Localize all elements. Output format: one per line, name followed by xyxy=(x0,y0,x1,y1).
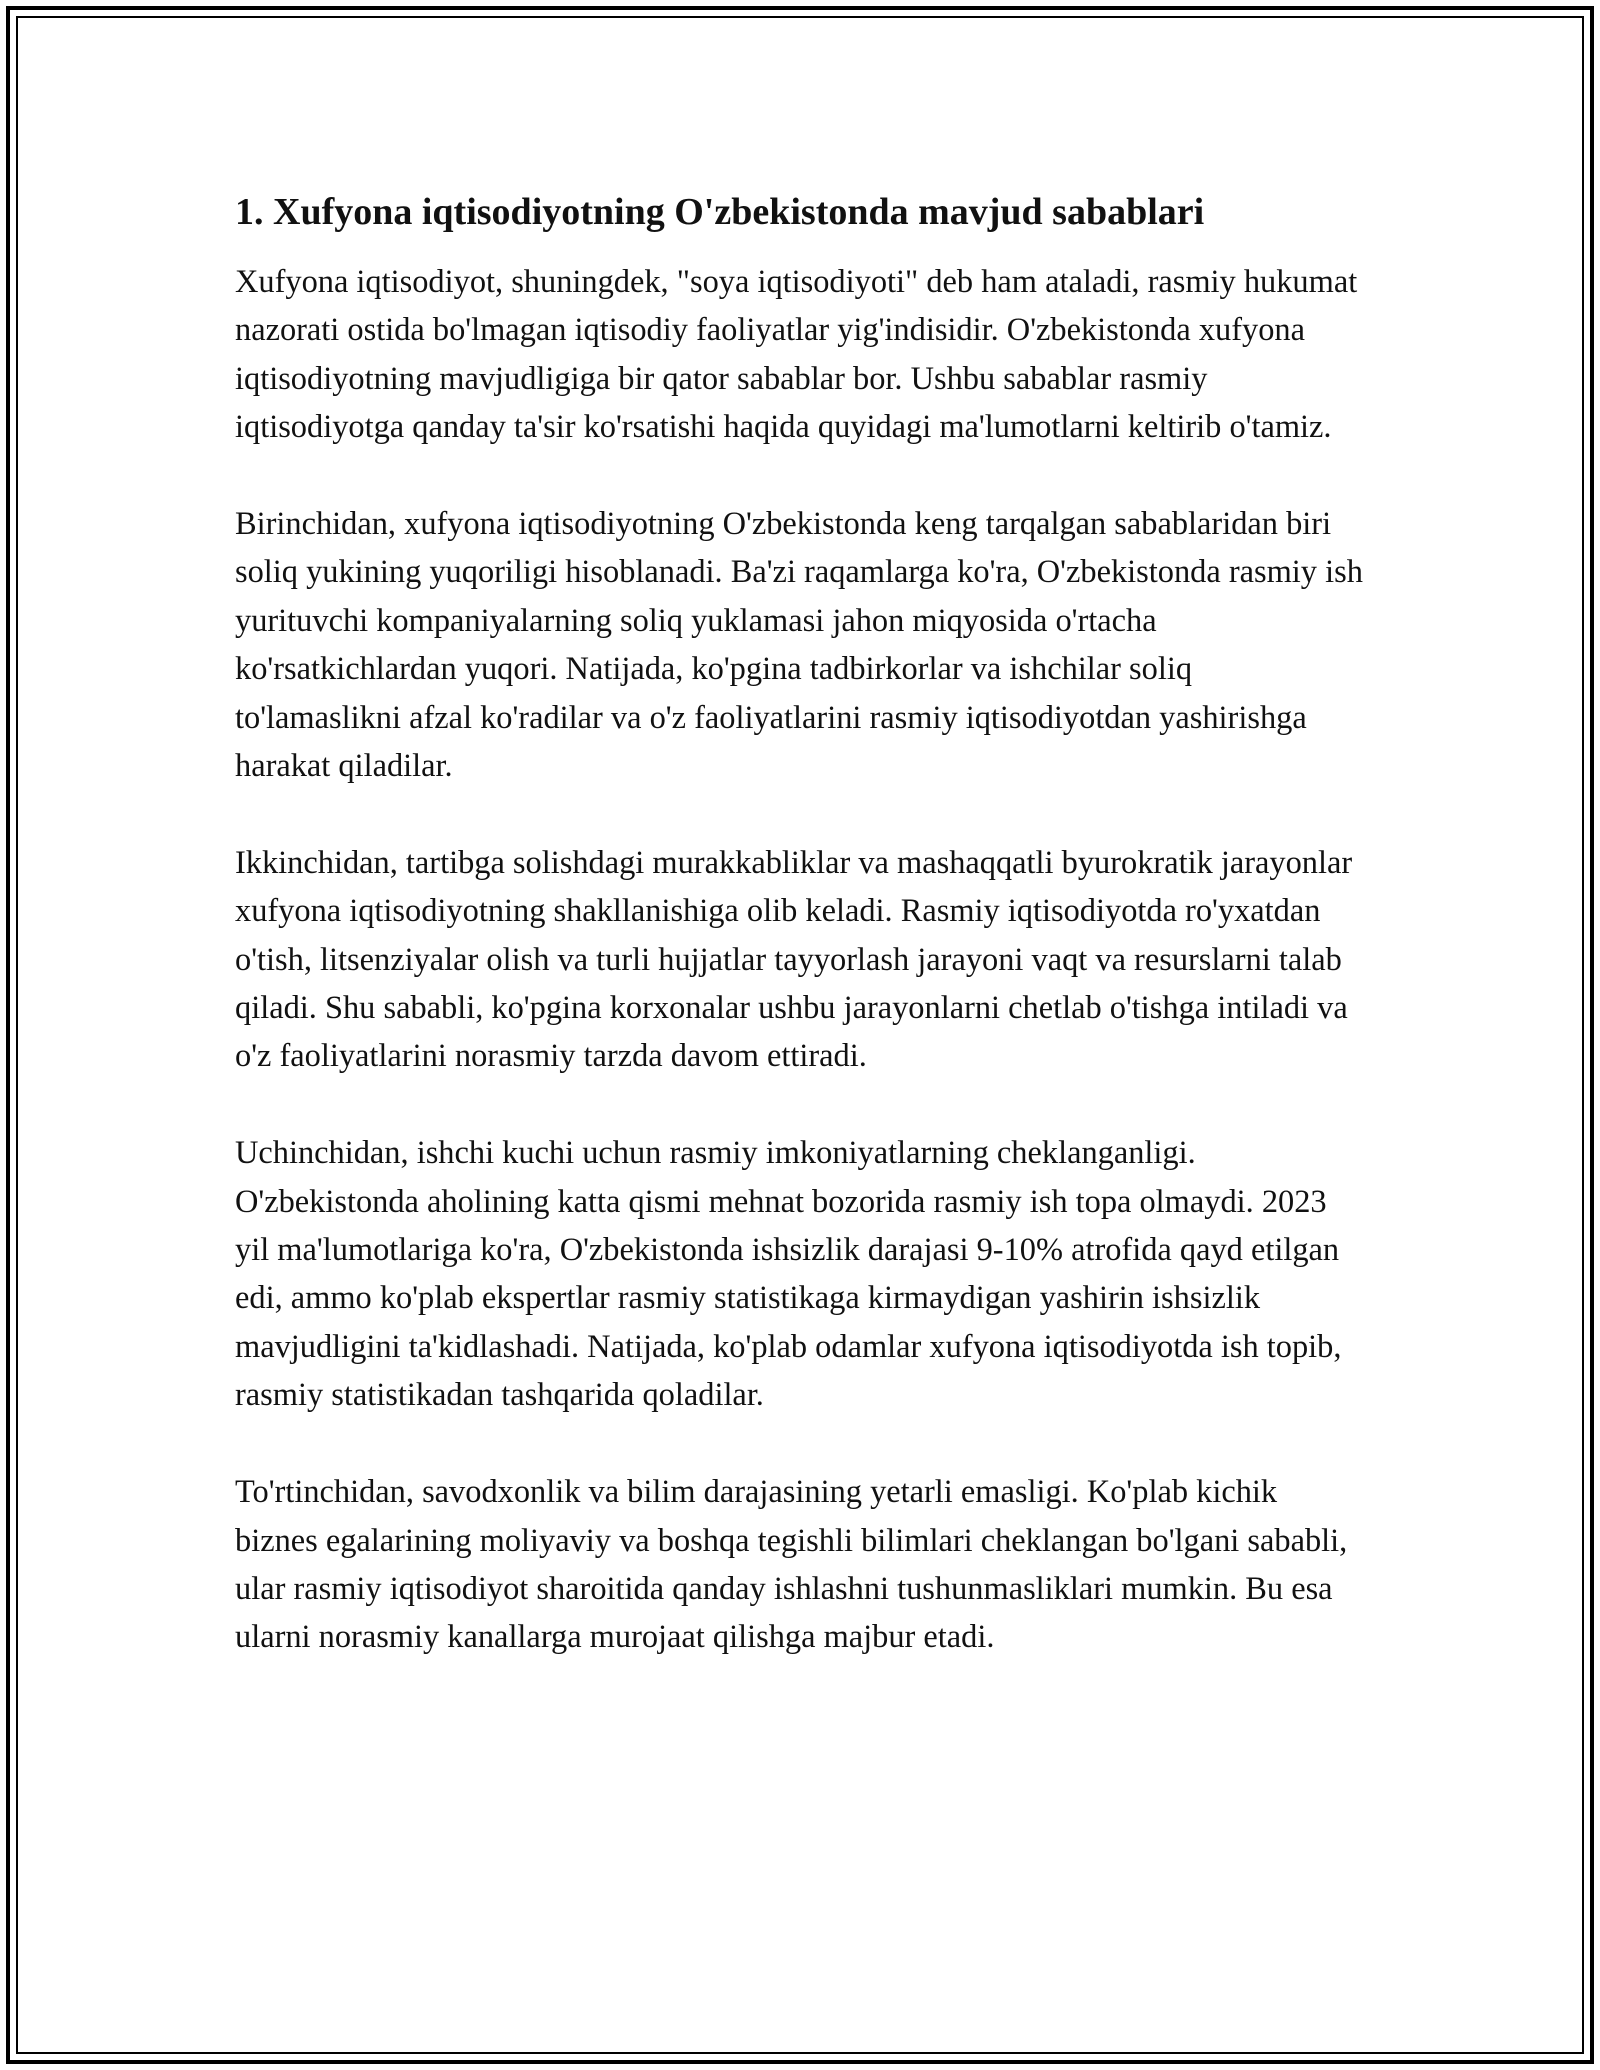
paragraph-intro: Xufyona iqtisodiyot, shuningdek, "soya iqtisodiyoti" deb ham ataladi, rasmiy hukumat nazorati ostida bo'lmagan iqtisodiy faoliyatlar yig'indisidir. O'zbekistonda xufyona iqtisodiyotning mavjudligiga bir qator sabablar bor. Ushbu sabablar rasmiy iqtisodiyotga qanday ta'sir ko'rsatishi haqida quyidagi ma'lumotlarni keltirib o'tamiz. xyxy=(235,264,1358,446)
document-body xyxy=(235,186,1365,1662)
paragraph-third-reason: Uchinchidan, ishchi kuchi uchun rasmiy imkoniyatlarning cheklanganligi. O'zbekistonda aholining katta qismi mehnat bozorida rasmiy ish topa olmaydi. 2023 yil ma'lumotlariga ko'ra, O'zbekistonda ishsizlik darajasi 9-10% atrofida qayd etilgan edi, ammo ko'plab ekspertlar rasmiy statistikaga kirmaydigan yashirin ishsizlik mavjudligini ta'kidlashadi. Natijada, ko'plab odamlar xufyona iqtisodiyotda ish topib, rasmiy statistikadan tashqarida qoladilar. xyxy=(235,1135,1342,1414)
paragraph-first-reason: Birinchidan, xufyona iqtisodiyotning O'zbekistonda keng tarqalgan sabablaridan biri soliq yukining yuqoriligi hisoblanadi. Ba'zi raqamlarga ko'ra, O'zbekistonda rasmiy ish yurituvchi kompaniyalarning soliq yuklamasi jahon miqyosida o'rtacha ko'rsatkichlardan yuqori. Natijada, ko'pgina tadbirkorlar va ishchilar soliq to'lamaslikni afzal ko'radilar va o'z faoliyatlarini rasmiy iqtisodiyotdan yashirishga harakat qiladilar. xyxy=(235,506,1363,785)
paragraph-fourth-reason: To'rtinchidan, savodxonlik va bilim darajasining yetarli emasligi. Ko'plab kichik biznes egalarining moliyaviy va boshqa tegishli bilimlari cheklangan bo'lgani sababli, ular rasmiy iqtisodiyot sharoitida qanday ishlashni tushunmasliklari mumkin. Bu esa ularni norasmiy kanallarga murojaat qilishga majbur etadi. xyxy=(235,1474,1348,1656)
section-heading: 1. Xufyona iqtisodiyotning O'zbekistonda mavjud sabablari xyxy=(235,191,1205,233)
paragraph-second-reason: Ikkinchidan, tartibga solishdagi murakkabliklar va mashaqqatli byurokratik jarayonlar xufyona iqtisodiyotning shakllanishiga olib keladi. Rasmiy iqtisodiyotda ro'yxatdan o'tish, litsenziyalar olish va turli hujjatlar tayyorlash jarayoni vaqt va resurslarni talab qiladi. Shu sababli, ko'pgina korxonalar ushbu jarayonlarni chetlab o'tishga intiladi va o'z faoliyatlarini norasmiy tarzda davom ettiradi. xyxy=(235,844,1353,1075)
